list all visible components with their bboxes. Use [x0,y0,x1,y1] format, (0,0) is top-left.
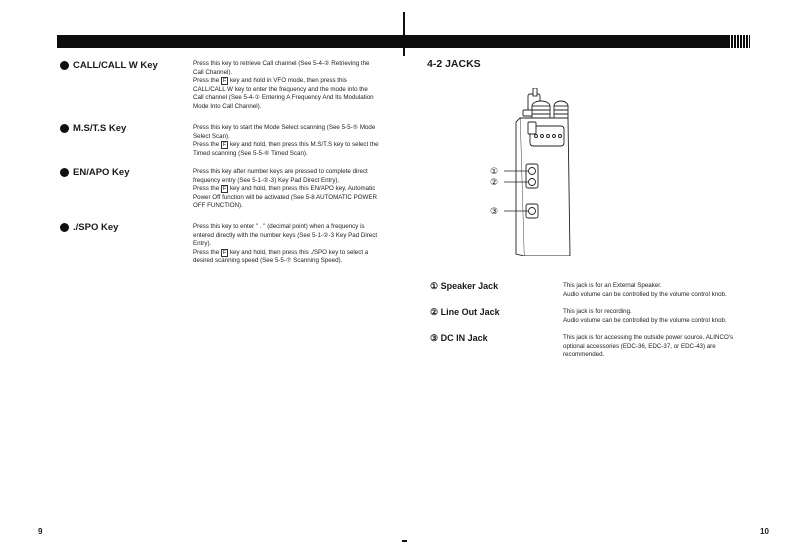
f-key-icon: F [222,186,227,193]
key-title-call [60,60,158,71]
bullet-icon [60,223,69,232]
callout-2: ② [490,178,499,188]
key-title-en [60,167,130,178]
jack-desc-paragraph: This jack is for accessing the outside power source. ALINCO's optional accessories (EDC-36, EDC-37, or EDC-43) are recommended. [563,334,734,359]
key-desc-paragraph: Press this key to start the Mode Select scanning (See 5-5-⑤ Mode Select Scan). [193,124,376,140]
f-key-icon: F [222,142,227,149]
key-desc-en [193,168,380,211]
jack-title-line-out: ② Line Out Jack [430,307,500,317]
page-number-left: 9 [38,527,43,536]
key-desc-ms [193,124,380,158]
key-title-ms [60,123,126,134]
key-desc-paragraph: Press this key to enter " . " (decimal point) when a frequency is entered directly with the number keys (See 5-1-②-3 Key Pad Direct Entry). [193,223,378,248]
key-name: M.S/T.S Key [73,123,127,134]
bullet-icon [60,168,69,177]
key-desc-paragraph: Press this key to retrieve Call channel (See 5-4-② Retrieving the Call Channel). [193,60,370,76]
key-desc-paragraph: Press the F key and hold, then press this EN/APO key, Automatic Power Off function will be activated (See 5-8 AUTOMATIC POWER OFF FUNCTION). [193,185,377,210]
key-desc-paragraph: Press the F key and hold in VFO mode, then press this CALL/CALL W key to enter the frequency and the mode into the Call channel (See 5-4-① Entering A Frequency And Its Modulation Mode Into Call Channel). [193,77,374,110]
jack-desc-paragraph: Audio volume can be controlled by the volume control knob. [563,290,727,298]
key-desc-spo [193,223,380,266]
key-name: CALL/CALL W Key [73,60,158,71]
callout-1: ① [490,167,499,177]
jack-title-dc-in: ③ DC IN Jack [430,333,488,343]
speaker-jack-icon [529,168,536,175]
dc-in-jack-icon [529,208,536,215]
bullet-icon [60,124,69,133]
radio-jacks-diagram [476,88,572,256]
key-desc-call [193,60,380,112]
center-fold-line [403,12,405,56]
page-number-right: 10 [760,527,769,536]
section-title: 4-2 JACKS [427,58,481,70]
center-fold-mark [402,540,407,542]
callout-3: ③ [490,207,499,217]
jack-desc-paragraph: This jack is for recording. [563,308,632,315]
jack-desc-dc-in [563,334,753,360]
key-title-spo [60,222,118,233]
jack-desc-paragraph: Audio volume can be controlled by the volume control knob. [563,316,727,324]
jack-title-speaker: ① Speaker Jack [430,281,499,291]
f-key-icon: F [222,249,227,256]
jack-desc-line-out [563,308,753,325]
bullet-icon [60,61,69,70]
key-name: ./SPO Key [73,222,119,233]
key-desc-paragraph: Press this key after number keys are pressed to complete direct frequency entry (See 5-1-②-3) Key Pad Direct Entry). [193,168,368,184]
header-bar-ticks [728,35,750,48]
key-desc-paragraph: Press the F key and hold, then press this M.S/T.S key to select the Timed scanning (See 5-5-⑥ Timed Scan). [193,141,379,157]
key-name: EN/APO Key [73,167,130,178]
header-bar [57,35,750,48]
f-key-icon: F [222,78,227,85]
line-out-jack-icon [529,179,536,186]
key-desc-paragraph: Press the F key and hold, then press this ./SPO key to select a desired scanning speed (See 5-5-⑦ Scanning Speed). [193,248,369,265]
jack-desc-paragraph: This jack is for an External Speaker. [563,282,662,289]
jack-desc-speaker [563,282,753,299]
